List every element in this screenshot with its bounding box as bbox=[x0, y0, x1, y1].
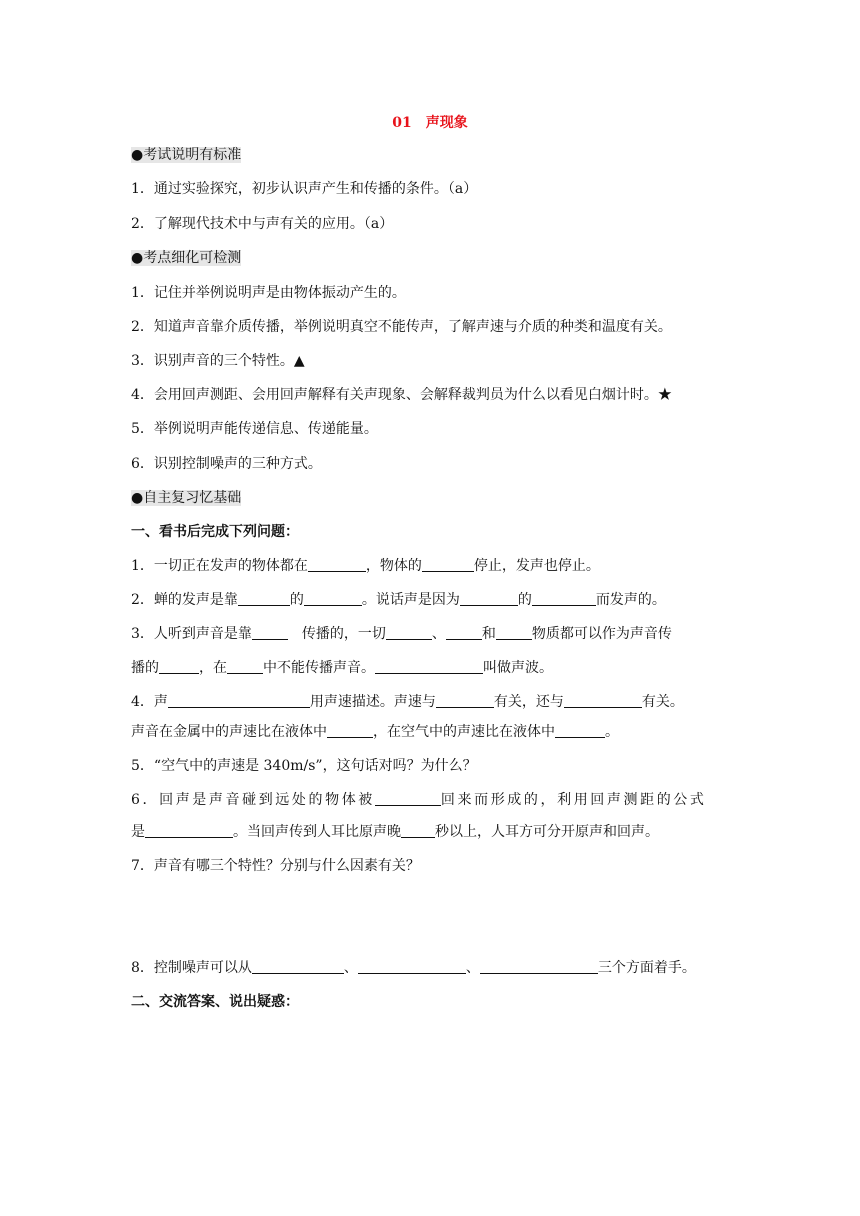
test-point-2: 2．知道声音靠介质传播，举例说明真空不能传声，了解声速与介质的种类和温度有关。 bbox=[131, 319, 672, 335]
question-5: 5．“空气中的声速是 340m/s”，这句话对吗？为什么？ bbox=[131, 758, 477, 774]
answer-blank[interactable] bbox=[436, 692, 494, 708]
answer-blank[interactable] bbox=[308, 556, 366, 572]
answer-blank[interactable] bbox=[555, 722, 605, 738]
answer-blank[interactable] bbox=[375, 790, 441, 806]
answer-blank[interactable] bbox=[375, 658, 483, 674]
section-heading-test-points: ●考点细化可检测 bbox=[131, 250, 242, 266]
answer-blank[interactable] bbox=[532, 590, 596, 606]
answer-blank[interactable] bbox=[304, 590, 362, 606]
test-point-5: 5．举例说明声能传递信息、传递能量。 bbox=[131, 421, 378, 437]
question-2: 2．蝉的发声是靠 的 。说话声是因为 的 而发声的。 bbox=[131, 592, 666, 608]
section-heading-self-review: ●自主复习忆基础 bbox=[131, 490, 242, 506]
answer-blank[interactable] bbox=[386, 624, 432, 640]
answer-blank[interactable] bbox=[252, 624, 288, 640]
question-8: 8．控制噪声可以从 、 、 三个方面着手。 bbox=[131, 960, 696, 976]
test-point-6: 6．识别控制噪声的三种方式。 bbox=[131, 456, 322, 472]
page-title: 01 声现象 bbox=[392, 115, 468, 131]
answer-blank[interactable] bbox=[401, 822, 435, 838]
question-6-line-1: 6．回声是声音碰到远处的物体被 回来而形成的，利用回声测距的公式 bbox=[131, 792, 707, 808]
part-two-heading: 二、交流答案、说出疑惑： bbox=[131, 994, 299, 1010]
test-point-3: 3．识别声音的三个特性。▲ bbox=[131, 353, 305, 369]
answer-blank[interactable] bbox=[327, 722, 373, 738]
answer-blank[interactable] bbox=[446, 624, 482, 640]
section-heading-exam-standards: ●考试说明有标准 bbox=[131, 147, 242, 163]
standard-item-1: 1．通过实验探究，初步认识声产生和传播的条件。（a） bbox=[131, 181, 478, 197]
question-6-line-2: 是 。当回声传到人耳比原声晚 秒以上，人耳方可分开原声和回声。 bbox=[131, 824, 659, 840]
answer-blank[interactable] bbox=[227, 658, 263, 674]
answer-blank[interactable] bbox=[358, 958, 466, 974]
part-one-heading: 一、看书后完成下列问题： bbox=[131, 524, 299, 540]
answer-blank[interactable] bbox=[168, 692, 310, 708]
question-4-line-1: 4．声 用声速描述。声速与 有关，还与 有关。 bbox=[131, 694, 684, 710]
answer-blank[interactable] bbox=[159, 658, 199, 674]
answer-blank[interactable] bbox=[480, 958, 598, 974]
question-3-line-2: 播的 ，在 中不能传播声音。 叫做声波。 bbox=[131, 660, 553, 676]
answer-blank[interactable] bbox=[460, 590, 518, 606]
question-3-line-1: 3．人听到声音是靠 传播的，一切 、 和 物质都可以作为声音传 bbox=[131, 626, 672, 642]
answer-blank[interactable] bbox=[252, 958, 344, 974]
question-4-line-2: 声音在金属中的声速比在液体中 ，在空气中的声速比在液体中 。 bbox=[131, 724, 619, 740]
answer-blank[interactable] bbox=[422, 556, 474, 572]
question-7: 7．声音有哪三个特性？分别与什么因素有关？ bbox=[131, 858, 420, 874]
test-point-4: 4．会用回声测距、会用回声解释有关声现象、会解释裁判员为什么以看见白烟计时。★ bbox=[131, 387, 672, 403]
standard-item-2: 2．了解现代技术中与声有关的应用。（a） bbox=[131, 216, 394, 232]
question-1: 1．一切正在发声的物体都在 ，物体的 停止，发声也停止。 bbox=[131, 558, 600, 574]
answer-blank[interactable] bbox=[496, 624, 532, 640]
answer-blank[interactable] bbox=[238, 590, 290, 606]
answer-blank[interactable] bbox=[145, 822, 233, 838]
answer-blank[interactable] bbox=[564, 692, 642, 708]
test-point-1: 1．记住并举例说明声是由物体振动产生的。 bbox=[131, 285, 406, 301]
